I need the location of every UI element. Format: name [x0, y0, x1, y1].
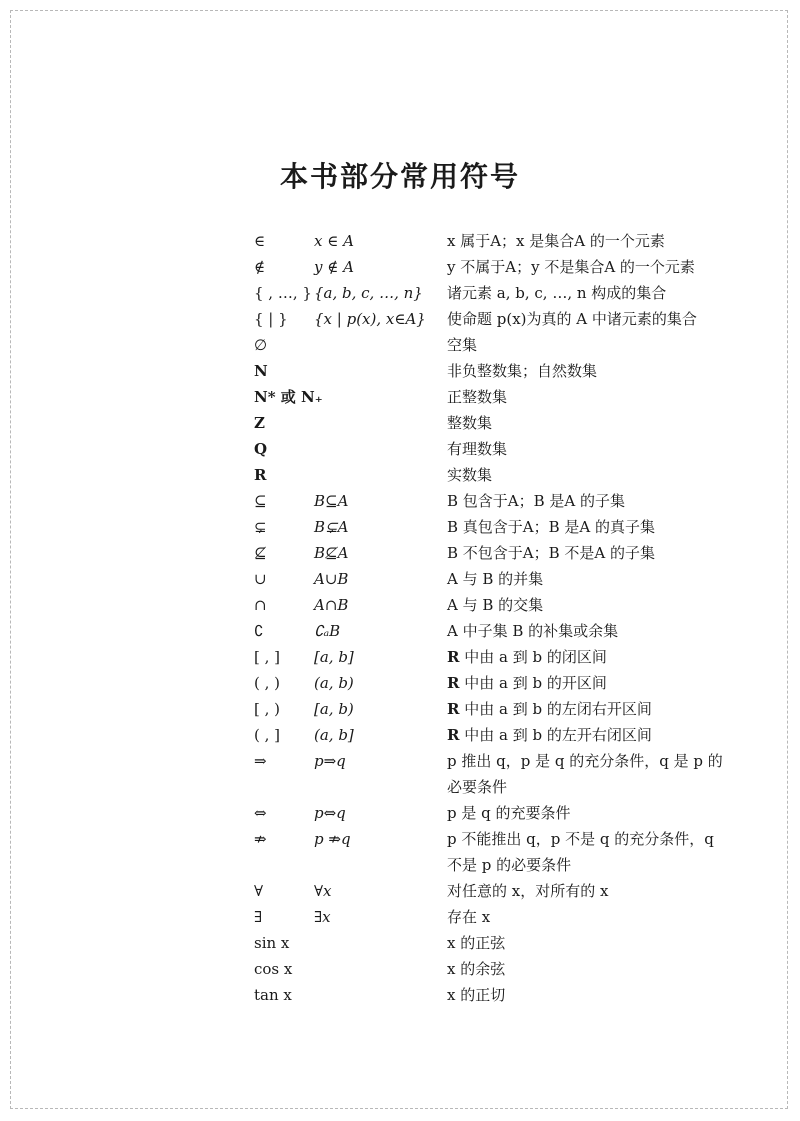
symbol-row: [0, 878, 800, 904]
symbol-row: [0, 982, 800, 1008]
symbol-row: [0, 696, 800, 722]
symbol-row: [0, 332, 800, 358]
symbol: ⇔: [254, 804, 267, 822]
symbol-row: [0, 462, 800, 488]
symbol-row: [0, 436, 800, 462]
usage-example: B⊈A: [314, 544, 349, 562]
symbol: ∉: [254, 258, 266, 276]
usage-example: {a, b, c, …, n}: [314, 284, 423, 302]
symbol-row: [0, 748, 800, 800]
symbol: ⇏: [254, 830, 267, 848]
symbol: ∈: [254, 232, 266, 250]
meaning-bold-prefix: R: [447, 726, 460, 744]
symbol: ∅: [254, 336, 268, 354]
symbol: Q: [254, 440, 268, 458]
meaning-text: 中由 a 到 b 的左开右闭区间: [459, 726, 652, 744]
meaning: 存在 x: [447, 908, 491, 926]
usage-example: x ∈ A: [314, 232, 354, 250]
symbol-row: [0, 540, 800, 566]
meaning: 整数集: [447, 414, 493, 432]
usage-example: ∀x: [314, 882, 332, 900]
symbol: { | }: [254, 310, 288, 328]
meaning: 对任意的 x，对所有的 x: [447, 882, 609, 900]
symbol: R: [254, 466, 267, 484]
symbol: Z: [254, 414, 265, 432]
meaning-bold-prefix: R: [447, 674, 460, 692]
usage-example: (a, b]: [314, 726, 354, 744]
usage-example: B⊆A: [314, 492, 349, 510]
meaning: x 的余弦: [447, 960, 506, 978]
symbol-row: [0, 514, 800, 540]
symbol: ∃: [254, 908, 263, 926]
symbol-row: [0, 800, 800, 826]
usage-example: A∩B: [314, 596, 349, 614]
meaning-bold-prefix: R: [447, 700, 460, 718]
symbol-row: [0, 826, 800, 878]
meaning: A 与 B 的并集: [447, 570, 544, 588]
meaning: x 属于A；x 是集合A 的一个元素: [447, 232, 665, 250]
symbol: ∁: [254, 622, 264, 640]
symbol-row: [0, 410, 800, 436]
meaning: B 不包含于A；B 不是A 的子集: [447, 544, 656, 562]
symbol: ⊆: [254, 492, 267, 510]
meaning: p 是 q 的充要条件: [447, 804, 571, 822]
page-title: 本书部分常用符号: [279, 160, 520, 193]
meaning-text: 中由 a 到 b 的闭区间: [459, 648, 607, 666]
symbol-row: [0, 904, 800, 930]
symbol-row: [0, 228, 800, 254]
symbol-row: [0, 384, 800, 410]
meaning: 实数集: [447, 466, 493, 484]
symbol: ⇒: [254, 752, 267, 770]
symbol: tan x: [254, 986, 292, 1004]
symbol: [ , ): [254, 700, 281, 718]
symbol: cos x: [254, 960, 293, 978]
symbol: ∀: [254, 882, 264, 900]
symbol-row: [0, 592, 800, 618]
meaning: x 的正弦: [447, 934, 506, 952]
meaning: A 中子集 B 的补集或余集: [447, 622, 619, 640]
meaning: [447, 670, 725, 696]
symbol-row: [0, 306, 800, 332]
symbol-row: [0, 566, 800, 592]
symbol: sin x: [254, 934, 290, 952]
meaning-bold-prefix: R: [447, 648, 460, 666]
meaning-text: 中由 a 到 b 的左闭右开区间: [459, 700, 652, 718]
symbol: { , …, }: [254, 284, 312, 302]
usage-example: ∁ₐB: [314, 622, 341, 640]
symbol: N* 或 N₊: [254, 388, 323, 406]
meaning: x 的正切: [447, 986, 506, 1004]
symbol: [ , ]: [254, 648, 281, 666]
symbol: N: [254, 362, 268, 380]
meaning: p 推出 q，p 是 q 的充分条件，q 是 p 的必要条件: [447, 752, 723, 796]
symbol: ∪: [254, 570, 267, 588]
meaning: 正整数集: [447, 388, 508, 406]
meaning: p 不能推出 q，p 不是 q 的充分条件，q 不是 p 的必要条件: [447, 830, 714, 874]
usage-example: p ⇏q: [314, 830, 351, 848]
meaning: A 与 B 的交集: [447, 596, 544, 614]
usage-example: y ∉ A: [314, 258, 354, 276]
meaning: 空集: [447, 336, 478, 354]
symbol-row: [0, 722, 800, 748]
symbol-row: [0, 956, 800, 982]
symbol: ( , ): [254, 674, 281, 692]
usage-example: ∃x: [314, 908, 331, 926]
meaning: [447, 696, 725, 722]
usage-example: B⊊A: [314, 518, 349, 536]
usage-example: p⇔q: [314, 804, 346, 822]
meaning-text: 中由 a 到 b 的开区间: [459, 674, 607, 692]
usage-example: p⇒q: [314, 752, 346, 770]
usage-example: A∪B: [314, 570, 349, 588]
meaning: 有理数集: [447, 440, 508, 458]
meaning: y 不属于A；y 不是集合A 的一个元素: [447, 258, 695, 276]
symbol-table: [0, 228, 800, 1008]
meaning: 使命题 p(x)为真的 A 中诸元素的集合: [447, 310, 697, 328]
usage-example: {x | p(x), x∈A}: [314, 310, 426, 328]
meaning: B 包含于A；B 是A 的子集: [447, 492, 626, 510]
usage-example: [a, b): [314, 700, 354, 718]
symbol-row: [0, 618, 800, 644]
symbol-row: [0, 930, 800, 956]
symbol-row: [0, 670, 800, 696]
meaning: 非负整数集；自然数集: [447, 362, 598, 380]
symbol: ∩: [254, 596, 267, 614]
meaning: [447, 644, 725, 670]
usage-example: (a, b): [314, 674, 354, 692]
symbol: ⊈: [254, 544, 267, 562]
symbol-row: [0, 488, 800, 514]
symbol-row: [0, 280, 800, 306]
usage-example: [a, b]: [314, 648, 354, 666]
meaning: B 真包含于A；B 是A 的真子集: [447, 518, 656, 536]
symbol-row: [0, 644, 800, 670]
symbol-row: [0, 358, 800, 384]
meaning: [447, 722, 725, 748]
meaning: 诸元素 a, b, c, …, n 构成的集合: [447, 284, 667, 302]
symbol-row: [0, 254, 800, 280]
symbol: ( , ]: [254, 726, 281, 744]
symbol: ⊊: [254, 518, 267, 536]
